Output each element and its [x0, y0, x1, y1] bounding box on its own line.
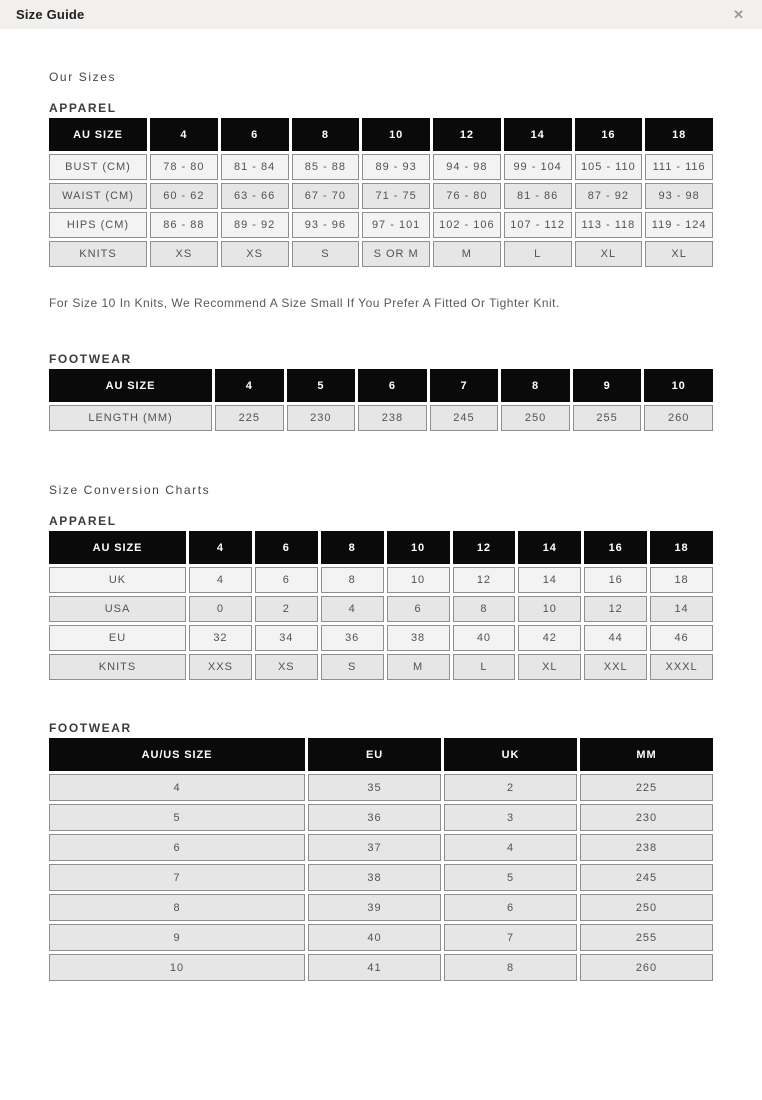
table-cell: 260: [644, 405, 713, 431]
table-cell: 36: [308, 804, 441, 831]
table-cell: 32: [189, 625, 252, 651]
table-row: [49, 596, 713, 622]
table-cell: 18: [650, 567, 713, 593]
footwear-sizes-table: [46, 366, 716, 434]
table-cell: HIPS (CM): [49, 212, 147, 238]
table-row: [49, 212, 713, 238]
table-cell: 44: [584, 625, 647, 651]
table-cell: 260: [580, 954, 713, 981]
table-cell: 60 - 62: [150, 183, 218, 209]
section-heading-our-sizes: Our Sizes: [49, 70, 117, 84]
dialog-header: [0, 0, 762, 29]
table-cell: 97 - 101: [362, 212, 430, 238]
table-cell: 230: [287, 405, 356, 431]
column-header: MM: [580, 738, 713, 771]
table-cell: L: [504, 241, 572, 267]
table-row: [49, 774, 713, 801]
table-cell: 8: [444, 954, 577, 981]
sub-heading-footwear: FOOTWEAR: [49, 352, 132, 366]
table-cell: 37: [308, 834, 441, 861]
table-cell: 12: [584, 596, 647, 622]
table-cell: WAIST (CM): [49, 183, 147, 209]
table-cell: 111 - 116: [645, 154, 713, 180]
table-cell: USA: [49, 596, 186, 622]
table-cell: 93 - 96: [292, 212, 360, 238]
table-cell: 119 - 124: [645, 212, 713, 238]
table-cell: 10: [387, 567, 450, 593]
table-cell: 85 - 88: [292, 154, 360, 180]
table-cell: 93 - 98: [645, 183, 713, 209]
table-cell: 4: [321, 596, 384, 622]
table-cell: XL: [645, 241, 713, 267]
table-cell: 255: [580, 924, 713, 951]
table-row: [49, 241, 713, 267]
table-cell: 40: [453, 625, 516, 651]
column-header: 14: [504, 118, 572, 151]
table-cell: 81 - 86: [504, 183, 572, 209]
table-cell: 7: [444, 924, 577, 951]
header-row: [49, 369, 713, 402]
table-cell: 245: [430, 405, 499, 431]
section-heading-conversion: Size Conversion Charts: [49, 483, 211, 497]
table-row: [49, 864, 713, 891]
table-cell: 230: [580, 804, 713, 831]
table-cell: 6: [387, 596, 450, 622]
table-cell: EU: [49, 625, 186, 651]
table-row: [49, 924, 713, 951]
table-cell: XL: [518, 654, 581, 680]
table-cell: 0: [189, 596, 252, 622]
table-cell: 71 - 75: [362, 183, 430, 209]
table-cell: 14: [650, 596, 713, 622]
column-header: 8: [321, 531, 384, 564]
table-cell: 8: [321, 567, 384, 593]
table-cell: 39: [308, 894, 441, 921]
table-cell: 8: [453, 596, 516, 622]
table-row: [49, 405, 713, 431]
column-header: 18: [645, 118, 713, 151]
table-cell: 105 - 110: [575, 154, 643, 180]
table-cell: 10: [518, 596, 581, 622]
table-cell: 89 - 92: [221, 212, 289, 238]
apparel-sizes-table: [46, 115, 716, 270]
table-cell: 238: [580, 834, 713, 861]
table-cell: 36: [321, 625, 384, 651]
table-cell: 10: [49, 954, 305, 981]
sub-heading-conversion-apparel: APPAREL: [49, 514, 117, 528]
table-cell: 14: [518, 567, 581, 593]
table-cell: 16: [584, 567, 647, 593]
table-cell: 225: [215, 405, 284, 431]
table-cell: 86 - 88: [150, 212, 218, 238]
table-cell: 87 - 92: [575, 183, 643, 209]
table-row: [49, 183, 713, 209]
table-cell: 41: [308, 954, 441, 981]
column-header: 4: [189, 531, 252, 564]
table-cell: 245: [580, 864, 713, 891]
table-cell: XXS: [189, 654, 252, 680]
table-cell: KNITS: [49, 654, 186, 680]
column-header: 6: [358, 369, 427, 402]
table-cell: 4: [444, 834, 577, 861]
column-header: 10: [362, 118, 430, 151]
column-header: 16: [575, 118, 643, 151]
table-cell: LENGTH (MM): [49, 405, 212, 431]
table-cell: 225: [580, 774, 713, 801]
table-cell: 99 - 104: [504, 154, 572, 180]
column-header: 5: [287, 369, 356, 402]
column-header: 16: [584, 531, 647, 564]
column-header: AU SIZE: [49, 369, 212, 402]
table-cell: 4: [49, 774, 305, 801]
table-cell: 67 - 70: [292, 183, 360, 209]
table-cell: L: [453, 654, 516, 680]
close-icon[interactable]: ✕: [729, 6, 748, 23]
table-cell: 42: [518, 625, 581, 651]
column-header: EU: [308, 738, 441, 771]
column-header: 4: [215, 369, 284, 402]
table-cell: 12: [453, 567, 516, 593]
table-cell: 255: [573, 405, 642, 431]
table-cell: 35: [308, 774, 441, 801]
table-cell: 6: [255, 567, 318, 593]
column-header: 6: [221, 118, 289, 151]
table-row: [49, 804, 713, 831]
column-header: UK: [444, 738, 577, 771]
table-cell: 6: [49, 834, 305, 861]
table-cell: 8: [49, 894, 305, 921]
table-cell: 40: [308, 924, 441, 951]
column-header: 4: [150, 118, 218, 151]
dialog-title: Size Guide: [16, 7, 85, 22]
column-header: 10: [644, 369, 713, 402]
column-header: 12: [453, 531, 516, 564]
table-cell: 63 - 66: [221, 183, 289, 209]
table-cell: 76 - 80: [433, 183, 501, 209]
table-cell: S: [292, 241, 360, 267]
table-cell: 107 - 112: [504, 212, 572, 238]
footwear-conversion-table: [46, 735, 716, 984]
header-row: [49, 531, 713, 564]
table-cell: 2: [255, 596, 318, 622]
column-header: 12: [433, 118, 501, 151]
column-header: AU SIZE: [49, 118, 147, 151]
column-header: AU SIZE: [49, 531, 186, 564]
sub-heading-conversion-footwear: FOOTWEAR: [49, 721, 132, 735]
table-cell: XS: [150, 241, 218, 267]
table-row: [49, 834, 713, 861]
column-header: 14: [518, 531, 581, 564]
table-cell: 238: [358, 405, 427, 431]
size-guide-content: [0, 70, 762, 984]
table-cell: 38: [387, 625, 450, 651]
table-cell: S: [321, 654, 384, 680]
table-cell: 78 - 80: [150, 154, 218, 180]
column-header: 9: [573, 369, 642, 402]
table-cell: 94 - 98: [433, 154, 501, 180]
apparel-conversion-table: [46, 528, 716, 683]
table-cell: 9: [49, 924, 305, 951]
header-row: [49, 118, 713, 151]
table-cell: 250: [580, 894, 713, 921]
table-cell: 250: [501, 405, 570, 431]
table-row: [49, 894, 713, 921]
table-cell: XXL: [584, 654, 647, 680]
table-cell: XL: [575, 241, 643, 267]
table-row: [49, 654, 713, 680]
table-row: [49, 154, 713, 180]
table-cell: 5: [444, 864, 577, 891]
table-cell: 38: [308, 864, 441, 891]
table-cell: 46: [650, 625, 713, 651]
table-cell: KNITS: [49, 241, 147, 267]
table-row: [49, 567, 713, 593]
sub-heading-apparel: APPAREL: [49, 101, 117, 115]
column-header: 8: [501, 369, 570, 402]
table-cell: 6: [444, 894, 577, 921]
table-cell: 2: [444, 774, 577, 801]
table-cell: 4: [189, 567, 252, 593]
column-header: AU/US SIZE: [49, 738, 305, 771]
table-cell: BUST (CM): [49, 154, 147, 180]
table-row: [49, 954, 713, 981]
table-cell: 5: [49, 804, 305, 831]
column-header: 6: [255, 531, 318, 564]
header-row: [49, 738, 713, 771]
table-cell: 81 - 84: [221, 154, 289, 180]
table-cell: XS: [255, 654, 318, 680]
table-cell: M: [433, 241, 501, 267]
column-header: 7: [430, 369, 499, 402]
table-cell: 3: [444, 804, 577, 831]
knits-note: For Size 10 In Knits, We Recommend A Size Small If You Prefer A Fitted Or Tighter Knit.: [49, 296, 560, 310]
table-cell: M: [387, 654, 450, 680]
table-cell: UK: [49, 567, 186, 593]
column-header: 8: [292, 118, 360, 151]
table-cell: 102 - 106: [433, 212, 501, 238]
table-cell: XS: [221, 241, 289, 267]
table-cell: S OR M: [362, 241, 430, 267]
table-cell: XXXL: [650, 654, 713, 680]
column-header: 18: [650, 531, 713, 564]
table-cell: 7: [49, 864, 305, 891]
table-cell: 89 - 93: [362, 154, 430, 180]
table-cell: 34: [255, 625, 318, 651]
table-cell: 113 - 118: [575, 212, 643, 238]
table-row: [49, 625, 713, 651]
column-header: 10: [387, 531, 450, 564]
